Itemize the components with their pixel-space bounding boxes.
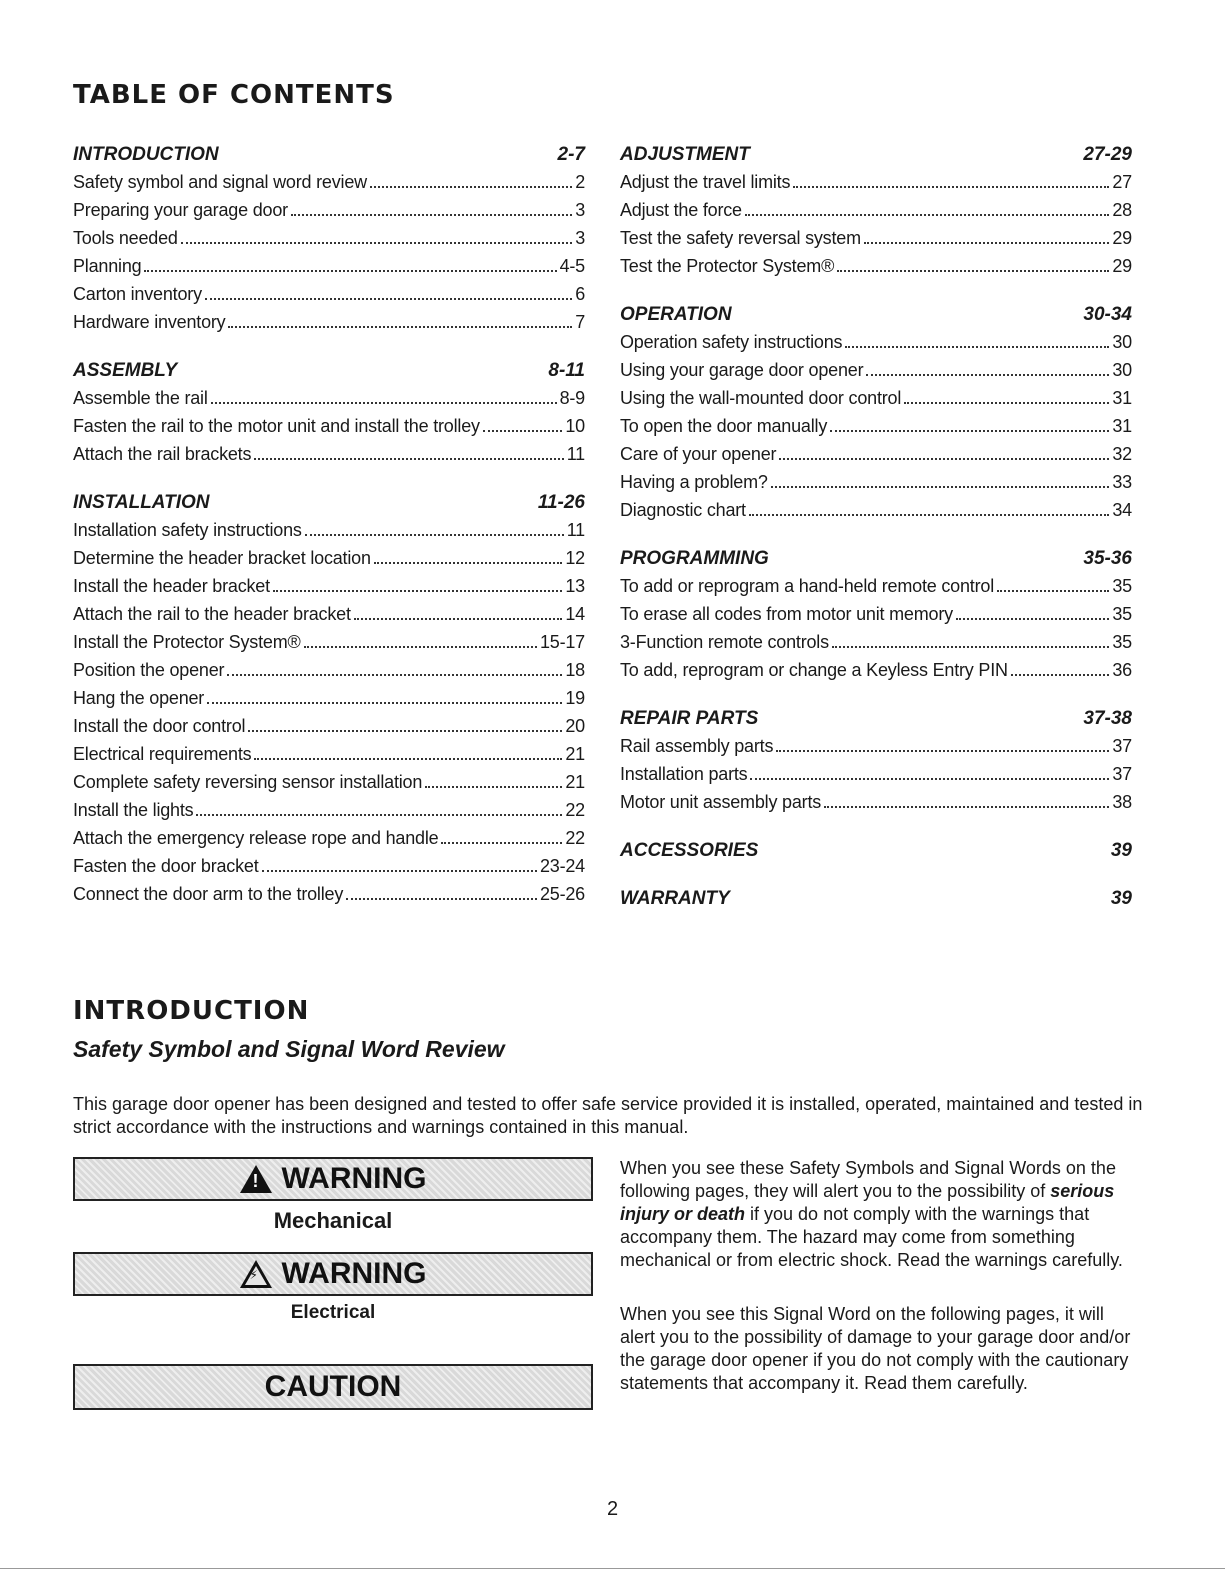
toc-dot-leader bbox=[273, 590, 562, 592]
toc-entry-label: Install the Protector System® bbox=[73, 632, 301, 652]
toc-entry-label: To erase all codes from motor unit memory bbox=[620, 604, 953, 624]
toc-entry-label: Adjust the travel limits bbox=[620, 172, 791, 192]
toc-heading-label: WARRANTY bbox=[620, 888, 730, 909]
toc-entry bbox=[73, 628, 585, 656]
toc-entry-label: 3-Function remote controls bbox=[620, 632, 829, 652]
toc-entry bbox=[620, 168, 1132, 196]
toc-dot-leader bbox=[346, 898, 537, 900]
intro-paragraph: This garage door opener has been designed and tested to offer safe service provided it is installed, operated, maintained and tested in strict accordance with the instructions and warnings contained in this manual. bbox=[73, 1094, 1143, 1137]
toc-dot-leader bbox=[354, 618, 563, 620]
toc-entry-page: 29 bbox=[1112, 256, 1132, 276]
toc-entry-page: 33 bbox=[1112, 472, 1132, 492]
toc-entry-page: 35 bbox=[1112, 632, 1132, 652]
toc-section-heading bbox=[620, 706, 1132, 732]
toc-entry bbox=[73, 880, 585, 908]
toc-dot-leader bbox=[205, 298, 572, 300]
toc-section bbox=[73, 142, 585, 336]
toc-entry bbox=[620, 412, 1132, 440]
toc-entry bbox=[73, 572, 585, 600]
electrical-warning-triangle-icon bbox=[240, 1260, 272, 1288]
toc-heading-pages: 27-29 bbox=[1083, 144, 1132, 165]
warning-electrical-banner bbox=[73, 1252, 593, 1296]
toc-entry bbox=[620, 572, 1132, 600]
toc-entry-page: 22 bbox=[565, 800, 585, 820]
toc-dot-leader bbox=[779, 458, 1109, 460]
toc-entry bbox=[620, 328, 1132, 356]
toc-entry-label: Attach the rail to the header bracket bbox=[73, 604, 351, 624]
toc-entry-label: Preparing your garage door bbox=[73, 200, 288, 220]
toc-dot-leader bbox=[745, 214, 1110, 216]
toc-entry bbox=[620, 760, 1132, 788]
toc-entry bbox=[73, 168, 585, 196]
toc-entry-label: Install the lights bbox=[73, 800, 194, 820]
toc-dot-leader bbox=[425, 786, 562, 788]
toc-dot-leader bbox=[305, 534, 564, 536]
toc-heading-label: ASSEMBLY bbox=[73, 360, 178, 381]
toc-left-column bbox=[73, 142, 585, 930]
toc-entry-page: 31 bbox=[1112, 416, 1132, 436]
toc-section bbox=[73, 490, 585, 908]
toc-dot-leader bbox=[866, 374, 1109, 376]
toc-section bbox=[620, 302, 1132, 524]
toc-entry-page: 31 bbox=[1112, 388, 1132, 408]
toc-entry-label: To open the door manually bbox=[620, 416, 828, 436]
toc-entry bbox=[73, 516, 585, 544]
page-title: TABLE OF CONTENTS bbox=[73, 80, 395, 110]
toc-entry-page: 15-17 bbox=[539, 632, 585, 652]
toc-entry-label: Fasten the door bracket bbox=[73, 856, 259, 876]
warning-text-emphasis: serious injury or death bbox=[620, 1181, 1115, 1224]
page-number: 2 bbox=[606, 1498, 619, 1520]
toc-section-heading bbox=[620, 142, 1132, 168]
warning-text-part: When you see these Safety Symbols and Signal Words on the following pages, they will alert you to the possibility of bbox=[620, 1158, 1116, 1201]
toc-entry bbox=[73, 656, 585, 684]
toc-entry bbox=[73, 308, 585, 336]
toc-entry-page: 22 bbox=[565, 828, 585, 848]
toc-dot-leader bbox=[374, 562, 563, 564]
toc-entry-label: Attach the emergency release rope and handle bbox=[73, 828, 439, 848]
toc-section-heading bbox=[73, 490, 585, 516]
toc-dot-leader bbox=[254, 458, 563, 460]
toc-entry-label: Electrical requirements bbox=[73, 744, 252, 764]
toc-dot-leader bbox=[211, 402, 557, 404]
toc-entry-label: Install the door control bbox=[73, 716, 246, 736]
toc-entry-page: 25-26 bbox=[539, 884, 585, 904]
toc-entry-label: Position the opener bbox=[73, 660, 225, 680]
toc-entry-page: 34 bbox=[1112, 500, 1132, 520]
toc-entry-label: Adjust the force bbox=[620, 200, 742, 220]
toc-dot-leader bbox=[776, 750, 1109, 752]
toc-section bbox=[620, 546, 1132, 684]
toc-heading-label: REPAIR PARTS bbox=[620, 708, 759, 729]
toc-dot-leader bbox=[845, 346, 1109, 348]
toc-dot-leader bbox=[824, 806, 1109, 808]
toc-entry-page: 7 bbox=[575, 312, 585, 332]
toc-entry-page: 14 bbox=[565, 604, 585, 624]
toc-dot-leader bbox=[144, 270, 556, 272]
toc-entry bbox=[620, 356, 1132, 384]
toc-dot-leader bbox=[864, 242, 1109, 244]
toc-entry bbox=[620, 384, 1132, 412]
toc-dot-leader bbox=[832, 646, 1109, 648]
toc-section-heading bbox=[620, 838, 1132, 864]
caution-label: CAUTION bbox=[264, 1370, 402, 1403]
toc-entry-page: 8-9 bbox=[559, 388, 585, 408]
toc-section bbox=[620, 706, 1132, 816]
toc-entry-page: 29 bbox=[1112, 228, 1132, 248]
toc-entry bbox=[73, 544, 585, 572]
toc-entry-label: Carton inventory bbox=[73, 284, 202, 304]
toc-dot-leader bbox=[254, 758, 562, 760]
toc-dot-leader bbox=[227, 674, 562, 676]
toc-entry-label: Hang the opener bbox=[73, 688, 205, 708]
toc-dot-leader bbox=[749, 514, 1110, 516]
toc-entry-page: 2 bbox=[575, 172, 585, 192]
warning-explanation bbox=[620, 1157, 1140, 1272]
toc-entry-page: 10 bbox=[565, 416, 585, 436]
toc-entry bbox=[73, 412, 585, 440]
toc-entry-page: 19 bbox=[565, 688, 585, 708]
toc-entry bbox=[620, 496, 1132, 524]
toc-dot-leader bbox=[228, 326, 572, 328]
toc-dot-leader bbox=[262, 870, 537, 872]
toc-entry bbox=[620, 628, 1132, 656]
toc-entry-page: 6 bbox=[575, 284, 585, 304]
caution-banner bbox=[73, 1364, 593, 1410]
toc-heading-pages: 35-36 bbox=[1083, 548, 1132, 569]
toc-dot-leader bbox=[196, 814, 562, 816]
toc-entry bbox=[73, 224, 585, 252]
toc-dot-leader bbox=[956, 618, 1109, 620]
toc-entry bbox=[73, 740, 585, 768]
toc-entry-label: Complete safety reversing sensor installation bbox=[73, 772, 423, 792]
toc-entry bbox=[620, 732, 1132, 760]
toc-entry-page: 3 bbox=[575, 200, 585, 220]
toc-entry bbox=[73, 196, 585, 224]
toc-heading-pages: 11-26 bbox=[537, 492, 585, 513]
toc-dot-leader bbox=[997, 590, 1109, 592]
toc-entry-label: Fasten the rail to the motor unit and install the trolley bbox=[73, 416, 480, 436]
toc-entry-label: Using your garage door opener bbox=[620, 360, 864, 380]
toc-entry-page: 21 bbox=[565, 744, 585, 764]
toc-dot-leader bbox=[837, 270, 1109, 272]
toc-entry bbox=[73, 384, 585, 412]
toc-heading-pages: 39 bbox=[1110, 840, 1132, 861]
toc-entry bbox=[73, 824, 585, 852]
toc-entry bbox=[620, 252, 1132, 280]
intro-title: INTRODUCTION bbox=[73, 996, 310, 1026]
toc-entry-page: 18 bbox=[565, 660, 585, 680]
toc-heading-label: ACCESSORIES bbox=[620, 840, 759, 861]
toc-entry-page: 4-5 bbox=[559, 256, 585, 276]
toc-entry-page: 36 bbox=[1112, 660, 1132, 680]
warning-label: WARNING bbox=[281, 1162, 427, 1195]
toc-dot-leader bbox=[181, 242, 573, 244]
toc-dot-leader bbox=[304, 646, 537, 648]
toc-dot-leader bbox=[771, 486, 1110, 488]
toc-entry bbox=[620, 788, 1132, 816]
toc-entry-page: 37 bbox=[1112, 764, 1132, 784]
warning-label: WARNING bbox=[281, 1257, 427, 1290]
toc-entry bbox=[73, 252, 585, 280]
toc-entry-page: 35 bbox=[1112, 604, 1132, 624]
toc-dot-leader bbox=[291, 214, 572, 216]
toc-entry-label: Rail assembly parts bbox=[620, 736, 774, 756]
toc-entry-page: 35 bbox=[1112, 576, 1132, 596]
toc-entry-label: Having a problem? bbox=[620, 472, 768, 492]
toc-entry-page: 21 bbox=[565, 772, 585, 792]
toc-entry-label: Care of your opener bbox=[620, 444, 777, 464]
toc-dot-leader bbox=[793, 186, 1109, 188]
bottom-rule bbox=[0, 1568, 1225, 1569]
toc-dot-leader bbox=[1011, 674, 1110, 676]
toc-entry-label: Attach the rail brackets bbox=[73, 444, 252, 464]
toc-entry-label: Operation safety instructions bbox=[620, 332, 843, 352]
toc-entry bbox=[620, 656, 1132, 684]
toc-section bbox=[620, 142, 1132, 280]
toc-section bbox=[620, 886, 1132, 912]
toc-entry bbox=[73, 712, 585, 740]
toc-entry-page: 32 bbox=[1112, 444, 1132, 464]
toc-section-heading bbox=[620, 302, 1132, 328]
toc-entry bbox=[620, 224, 1132, 252]
toc-heading-label: PROGRAMMING bbox=[620, 548, 769, 569]
toc-heading-pages: 39 bbox=[1110, 888, 1132, 909]
toc-entry-page: 27 bbox=[1112, 172, 1132, 192]
toc-section-heading bbox=[73, 142, 585, 168]
toc-entry-label: Connect the door arm to the trolley bbox=[73, 884, 344, 904]
toc-entry-label: Determine the header bracket location bbox=[73, 548, 371, 568]
toc-entry-page: 30 bbox=[1112, 332, 1132, 352]
toc-entry bbox=[620, 440, 1132, 468]
toc-heading-label: ADJUSTMENT bbox=[620, 144, 750, 165]
toc-right-column bbox=[620, 142, 1132, 934]
toc-entry-page: 37 bbox=[1112, 736, 1132, 756]
toc-heading-pages: 2-7 bbox=[557, 144, 585, 165]
toc-entry-label: Installation safety instructions bbox=[73, 520, 302, 540]
toc-dot-leader bbox=[483, 430, 563, 432]
toc-entry-label: Assemble the rail bbox=[73, 388, 208, 408]
toc-entry-label: Test the Protector System® bbox=[620, 256, 835, 276]
toc-heading-pages: 30-34 bbox=[1083, 304, 1132, 325]
toc-dot-leader bbox=[904, 402, 1109, 404]
warning-triangle-icon bbox=[240, 1165, 272, 1193]
toc-entry bbox=[620, 600, 1132, 628]
toc-entry-page: 3 bbox=[575, 228, 585, 248]
intro-subtitle: Safety Symbol and Signal Word Review bbox=[73, 1036, 505, 1062]
toc-entry bbox=[73, 796, 585, 824]
warning-electrical-caption: Electrical bbox=[290, 1302, 376, 1323]
toc-heading-label: INSTALLATION bbox=[73, 492, 210, 513]
toc-dot-leader bbox=[750, 778, 1109, 780]
toc-section-heading bbox=[620, 546, 1132, 572]
toc-entry-label: Test the safety reversal system bbox=[620, 228, 861, 248]
toc-entry-page: 23-24 bbox=[539, 856, 585, 876]
toc-heading-pages: 8-11 bbox=[548, 360, 585, 381]
toc-entry bbox=[620, 468, 1132, 496]
warning-mechanical-banner bbox=[73, 1157, 593, 1201]
toc-entry-label: Using the wall-mounted door control bbox=[620, 388, 902, 408]
toc-entry-page: 38 bbox=[1112, 792, 1132, 812]
toc-entry-page: 11 bbox=[566, 520, 585, 540]
toc-dot-leader bbox=[830, 430, 1109, 432]
toc-entry-label: Safety symbol and signal word review bbox=[73, 172, 367, 192]
toc-entry-label: Installation parts bbox=[620, 764, 748, 784]
toc-section-heading bbox=[73, 358, 585, 384]
warning-mechanical-caption: Mechanical bbox=[273, 1208, 393, 1233]
toc-entry-label: Hardware inventory bbox=[73, 312, 226, 332]
toc-entry-label: To add or reprogram a hand-held remote control bbox=[620, 576, 995, 596]
toc-entry-label: Tools needed bbox=[73, 228, 178, 248]
toc-entry-label: Planning bbox=[73, 256, 142, 276]
toc-entry-page: 28 bbox=[1112, 200, 1132, 220]
toc-heading-label: INTRODUCTION bbox=[73, 144, 219, 165]
toc-entry bbox=[73, 768, 585, 796]
toc-entry-page: 11 bbox=[566, 444, 585, 464]
toc-entry bbox=[620, 196, 1132, 224]
toc-entry bbox=[73, 280, 585, 308]
toc-entry bbox=[73, 852, 585, 880]
toc-dot-leader bbox=[370, 186, 572, 188]
toc-entry-label: Diagnostic chart bbox=[620, 500, 746, 520]
warning-text-part: if you do not comply with the warnings that accompany them. The hazard may come from something mechanical or from electric shock. Read the warnings carefully. bbox=[620, 1204, 1123, 1270]
toc-section bbox=[73, 358, 585, 468]
toc-heading-pages: 37-38 bbox=[1083, 708, 1132, 729]
toc-entry bbox=[73, 440, 585, 468]
toc-section bbox=[620, 838, 1132, 864]
toc-dot-leader bbox=[441, 842, 562, 844]
toc-dot-leader bbox=[248, 730, 562, 732]
toc-entry-page: 13 bbox=[565, 576, 585, 596]
toc-entry bbox=[73, 600, 585, 628]
toc-entry-label: Motor unit assembly parts bbox=[620, 792, 822, 812]
toc-entry bbox=[73, 684, 585, 712]
toc-heading-label: OPERATION bbox=[620, 304, 732, 325]
toc-section-heading bbox=[620, 886, 1132, 912]
toc-entry-label: To add, reprogram or change a Keyless Entry PIN bbox=[620, 660, 1008, 680]
toc-entry-page: 20 bbox=[565, 716, 585, 736]
toc-dot-leader bbox=[207, 702, 562, 704]
toc-entry-page: 12 bbox=[565, 548, 585, 568]
toc-entry-page: 30 bbox=[1112, 360, 1132, 380]
toc-entry-label: Install the header bracket bbox=[73, 576, 270, 596]
caution-explanation: When you see this Signal Word on the following pages, it will alert you to the possibility of damage to your garage door and/or the garage door opener if you do not comply with the cautionary statements that accompany it. Read them carefully. bbox=[620, 1304, 1131, 1393]
